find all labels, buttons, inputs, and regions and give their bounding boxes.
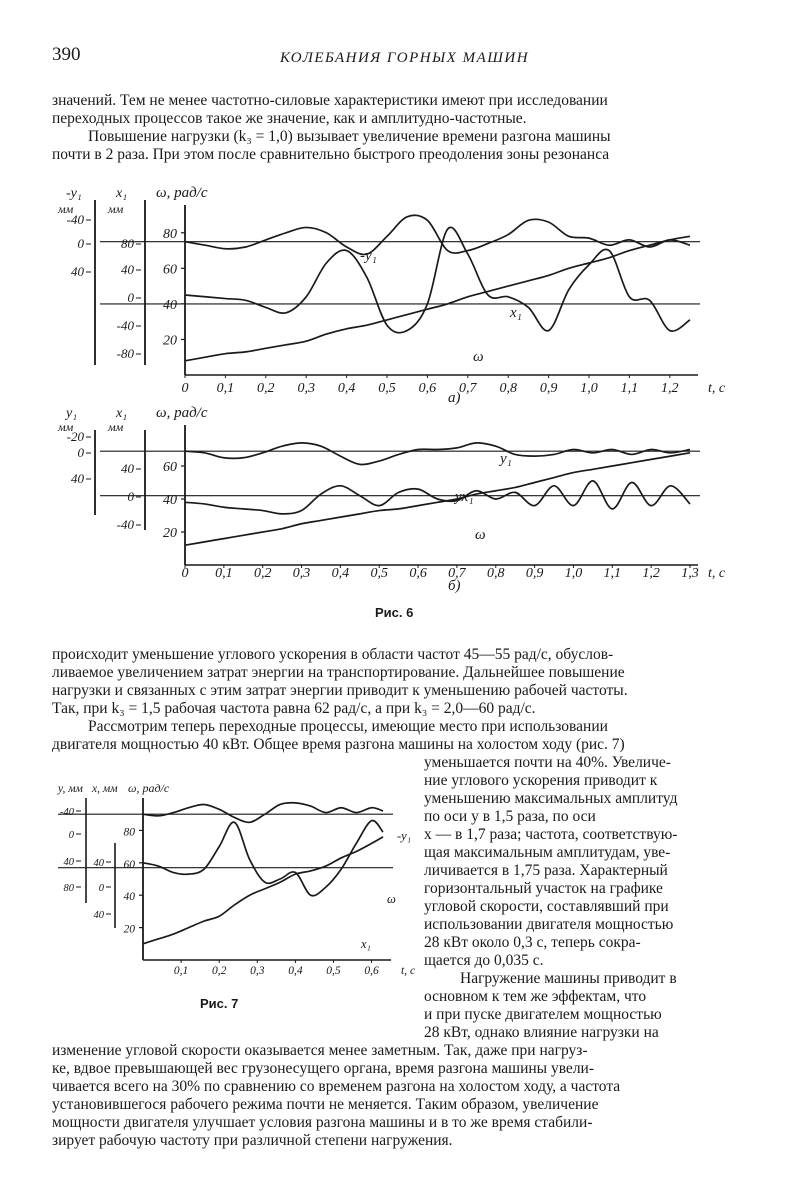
text-line: основном к тем же эффектам, что — [424, 988, 647, 1005]
time-tick-label: 0,7 — [448, 566, 466, 581]
text-line: x — в 1,7 раза; частота, соответствую- — [424, 826, 678, 843]
chart-6a-plot — [100, 205, 726, 396]
axis-tick-label: -40 — [66, 212, 84, 227]
series-label: -y₁ — [397, 829, 412, 843]
axis-label-x: x, мм — [92, 783, 118, 795]
time-tick-label: 0,2 — [212, 965, 227, 977]
text-line: использовании двигателя мощностью — [424, 916, 674, 933]
omega-tick-label: 60 — [123, 858, 135, 871]
time-tick-label: 0,5 — [370, 566, 388, 581]
time-tick-label: 0,1 — [215, 566, 233, 581]
series-line-1 — [185, 481, 690, 514]
text-line: горизонтальный участок на графике — [424, 880, 663, 897]
axis-label-y: y, мм — [58, 783, 83, 795]
time-tick-label: 0,2 — [257, 381, 275, 396]
text-line: 28 кВт, однако влияние нагрузки на — [424, 1024, 659, 1041]
page-number: 390 — [52, 44, 81, 65]
time-tick-label: 0,6 — [418, 381, 437, 396]
time-tick-label: 0,3 — [292, 566, 311, 581]
time-tick-label: 0,9 — [539, 381, 558, 396]
axis-tick-label: -40 — [60, 807, 74, 818]
text-line: 28 кВт около 0,3 с, теперь сокра- — [424, 934, 641, 951]
chart-7-plot — [58, 798, 415, 977]
figure-6a — [50, 180, 760, 405]
axis-label-omega: ω, рад/с — [128, 781, 170, 795]
time-axis-label: t, c — [401, 965, 416, 977]
series-line-1 — [143, 820, 383, 895]
series-line-2 — [185, 236, 690, 360]
time-tick-label: 0,4 — [337, 381, 356, 396]
paragraph-1 — [52, 92, 752, 164]
text-line: изменение угловой скорости оказывается менее заметным. Так, даже при нагруз- — [52, 1042, 588, 1059]
time-tick-label: 0,6 — [364, 965, 379, 977]
figure-6-caption: Рис. 6 — [375, 605, 414, 620]
tick-labels-left — [67, 212, 141, 361]
axis-tick-label: -20 — [66, 429, 84, 444]
series-line-2 — [143, 837, 383, 944]
series-line-0 — [143, 803, 383, 823]
omega-tick-label: 20 — [123, 923, 135, 936]
time-tick-label: 0,8 — [499, 381, 517, 396]
text-line: угловой скорости, составлявший при — [424, 898, 669, 915]
omega-tick-label: 80 — [123, 826, 135, 839]
time-tick-label: 0,1 — [173, 965, 189, 977]
axis-tick-label: 40 — [71, 264, 84, 279]
figure-7 — [50, 778, 416, 983]
series-label: x₁ — [510, 305, 522, 321]
time-tick-label: 1,3 — [681, 566, 699, 581]
text-line: значений. Тем не менее частотно-силовые характеристики имеют при исследовании — [52, 92, 608, 109]
text-line: уменьшается почти на 40%. Увеличе- — [424, 754, 671, 771]
time-tick-label: 0,3 — [297, 381, 315, 396]
series-label: x₁ — [361, 937, 371, 951]
axis-tick-label: 0 — [77, 236, 84, 251]
figure-7-caption: Рис. 7 — [200, 996, 239, 1011]
omega-tick-label: 40 — [123, 891, 135, 904]
chart-6b-plot — [100, 425, 726, 581]
text-line: нагрузки и связанных с этим затрат энергии приводит к уменьшению рабочей частоты. — [52, 682, 628, 699]
axis-label-x: x₁ — [116, 186, 128, 201]
text-line: происходит уменьшение углового ускорения в области частот 45—55 рад/с, обуслов- — [52, 646, 614, 663]
axis-unit-y: мм — [58, 202, 74, 216]
paragraph-2 — [52, 646, 752, 754]
omega-tick-label: 20 — [163, 526, 177, 541]
time-tick-label: 1,0 — [564, 566, 583, 581]
axis-tick-label: 0 — [127, 489, 134, 504]
axis-tick-label: 0 — [98, 883, 104, 894]
axis-unit-x: мм — [108, 202, 124, 216]
time-tick-label: 0,5 — [378, 381, 396, 396]
text-line: Повышение нагрузки (k₃ = 1,0) вызывает увеличение времени разгона машины — [88, 128, 611, 145]
time-tick-label: 0 — [181, 566, 189, 581]
axis-tick-label: 0 — [127, 290, 134, 305]
time-axis-label: t, c — [708, 566, 726, 581]
series-line-1 — [185, 227, 690, 332]
text-line: Так, при k₃ = 1,5 рабочая частота равна 62 рад/с, а при k₃ = 2,0—60 рад/с. — [52, 700, 536, 717]
axis-tick-label: 0 — [68, 830, 74, 841]
text-line: Рассмотрим теперь переходные процессы, имеющие место при использовании — [88, 718, 608, 735]
text-line: и при пуске двигателем мощностью — [424, 1006, 662, 1023]
axis-tick-label: -40 — [116, 318, 134, 333]
axis-label-x: x₁ — [116, 406, 128, 421]
text-line: ливаемое увеличением затрат энергии на транспортирование. Дальнейшее повышение — [52, 664, 625, 681]
time-tick-label: 0,4 — [331, 566, 350, 581]
text-line: щается до 0,035 с. — [424, 952, 544, 969]
text-line: ке, вдвое превышающей вес грузонесущего органа, время разгона машины увели- — [52, 1060, 595, 1077]
omega-tick-label: 40 — [163, 297, 177, 313]
time-tick-label: 1,2 — [642, 566, 660, 581]
omega-tick-label: 20 — [163, 333, 177, 349]
axis-tick-label: 40 — [63, 857, 74, 868]
text-line: ние углового ускорения приводит к — [424, 772, 658, 789]
axis-label-omega: ω, рад/с — [156, 405, 208, 421]
text-line: чивается всего на 30% по сравнению со временем разгона на холостом ходу, а частота — [52, 1078, 621, 1095]
text-line: переходных процессов такое же значение, как и амплитудно-частотные. — [52, 110, 527, 127]
axis-tick-label: 40 — [71, 471, 84, 486]
time-tick-label: 1,2 — [661, 381, 679, 396]
text-line: двигателя мощностью 40 кВт. Общее время разгона машины на холостом ходу (рис. 7) — [52, 736, 625, 753]
panel-label-a: а) — [448, 390, 461, 406]
time-tick-label: 0,4 — [288, 965, 303, 977]
axis-tick-label: 40 — [93, 910, 104, 921]
text-line: Нагружение машины приводит в — [460, 970, 677, 987]
panel-label-b: б) — [448, 578, 461, 594]
time-tick-label: 0,6 — [409, 566, 427, 581]
series-label: -y₁ — [360, 248, 377, 264]
running-title: КОЛЕБАНИЯ ГОРНЫХ МАШИН — [280, 50, 530, 66]
time-tick-label: 0,1 — [216, 381, 235, 396]
time-tick-label: 1,1 — [603, 566, 622, 581]
series-label: yx₁ — [455, 489, 474, 505]
text-line: уменьшению максимальных амплитуд — [424, 790, 678, 807]
axis-unit-x: мм — [108, 420, 124, 434]
axis-tick-label: 40 — [121, 262, 134, 277]
omega-tick-label: 40 — [163, 493, 177, 508]
axis-tick-label: -40 — [116, 517, 134, 532]
text-line: мощности двигателя улучшает условия разгона машины и в то же время стабили- — [52, 1114, 593, 1131]
time-tick-label: 0,9 — [525, 566, 544, 581]
axis-tick-label: -80 — [116, 346, 134, 361]
paragraph-3 — [424, 754, 752, 1042]
time-tick-label: 0,3 — [250, 965, 265, 977]
series-label: ω — [387, 892, 396, 906]
series-line-0 — [185, 443, 690, 465]
text-line: щая максимальным амплитудам, уве- — [424, 844, 671, 861]
axis-label-omega: ω, рад/с — [156, 185, 208, 201]
axis-tick-label: 80 — [63, 883, 74, 894]
axis-label-y: y₁ — [66, 406, 78, 421]
axis-unit-y: мм — [58, 420, 74, 434]
figure-6b — [50, 405, 760, 595]
text-line: личивается в 1,75 раза. Характерный — [424, 862, 668, 879]
time-tick-label: 0,7 — [459, 381, 477, 396]
axis-tick-label: 40 — [93, 858, 104, 869]
text-line: установившегося рабочего режима почти не меняется. Таким образом, увеличение — [52, 1096, 599, 1113]
axis-tick-label: 80 — [121, 236, 134, 251]
text-line: зирует рабочую частоту при различной степени нагружения. — [52, 1132, 453, 1149]
axis-tick-label: 0 — [77, 445, 84, 460]
series-line-0 — [185, 215, 690, 254]
time-tick-label: 0 — [181, 381, 189, 396]
omega-tick-label: 60 — [163, 262, 177, 278]
series-label: y₁ — [500, 451, 512, 467]
time-tick-label: 0,2 — [253, 566, 272, 581]
axis-label-y: -y₁ — [66, 186, 82, 201]
time-tick-label: 0,8 — [487, 566, 505, 581]
time-axis-label: t, c — [708, 381, 726, 396]
omega-tick-label: 80 — [163, 226, 177, 242]
time-tick-label: 1,0 — [580, 381, 598, 396]
omega-tick-label: 60 — [163, 460, 177, 475]
time-tick-label: 0,5 — [326, 965, 341, 977]
text-line: по оси y в 1,5 раза, по оси — [424, 808, 596, 825]
series-label: ω — [475, 527, 486, 543]
text-line: почти в 2 раза. При этом после сравнительно быстрого преодоления зоны резонанса — [52, 146, 610, 163]
tick-labels-left — [67, 429, 141, 532]
series-label: ω — [473, 349, 484, 365]
time-tick-label: 1,1 — [620, 381, 639, 396]
axis-tick-label: 40 — [121, 461, 134, 476]
paragraph-4 — [52, 1042, 752, 1150]
